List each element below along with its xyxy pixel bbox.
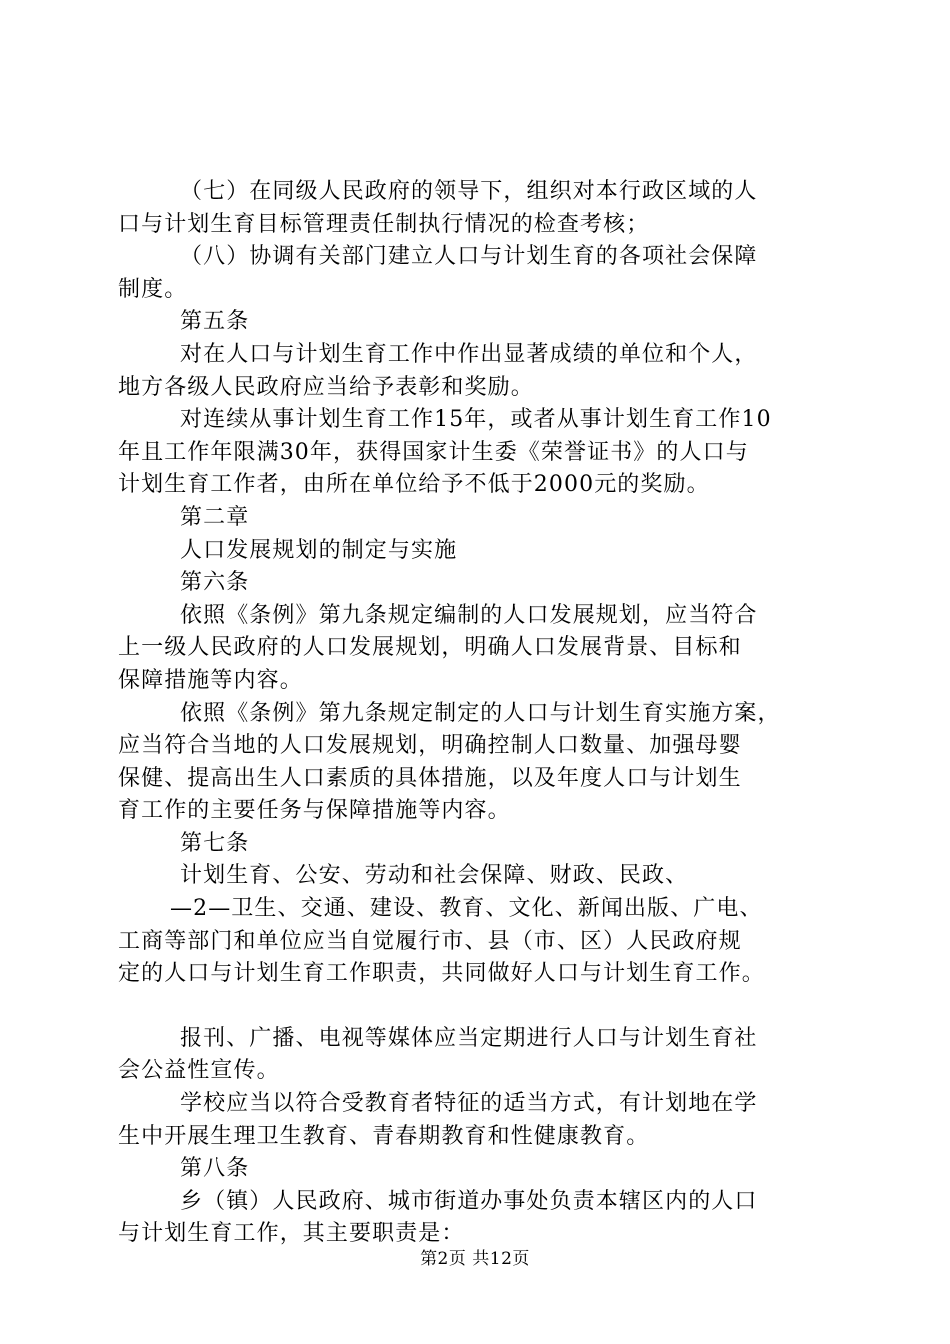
paragraph-line: 保健、提高出生人口素质的具体措施，以及年度人口与计划生 xyxy=(118,765,742,791)
article-heading: 第五条 xyxy=(180,309,250,335)
paragraph-line: 对连续从事计划生育工作15年，或者从事计划生育工作10 xyxy=(180,407,772,433)
paragraph-line: 育工作的主要任务与保障措施等内容。 xyxy=(118,798,511,824)
paragraph-line: 会公益性宣传。 xyxy=(118,1058,280,1084)
paragraph-line: 定的人口与计划生育工作职责，共同做好人口与计划生育工作。 xyxy=(118,961,765,987)
paragraph-line: 生中开展生理卫生教育、青春期教育和性健康教育。 xyxy=(118,1123,650,1149)
article-heading: 第六条 xyxy=(180,570,250,596)
paragraph-line: 报刊、广播、电视等媒体应当定期进行人口与计划生育社 xyxy=(180,1025,758,1051)
paragraph-line: 工商等部门和单位应当自觉履行市、县（市、区）人民政府规 xyxy=(118,928,742,954)
paragraph-line: 依照《条例》第九条规定编制的人口发展规划，应当符合 xyxy=(180,602,758,628)
paragraph-line: （八）协调有关部门建立人口与计划生育的各项社会保障 xyxy=(180,244,758,270)
chapter-title: 人口发展规划的制定与实施 xyxy=(180,537,458,563)
paragraph-line: 应当符合当地的人口发展规划，明确控制人口数量、加强母婴 xyxy=(118,733,742,759)
article-heading: 第七条 xyxy=(180,830,250,856)
paragraph-line: 依照《条例》第九条规定制定的人口与计划生育实施方案， xyxy=(180,700,781,726)
paragraph-line: 计划生育、公安、劳动和社会保障、财政、民政、 xyxy=(180,863,689,889)
paragraph-line: 地方各级人民政府应当给予表彰和奖励。 xyxy=(118,374,534,400)
document-body xyxy=(118,176,858,1251)
paragraph-line: 年且工作年限满30年，获得国家计生委《荣誉证书》的人口与 xyxy=(118,439,749,465)
paragraph-line: 计划生育工作者，由所在单位给予不低于2000元的奖励。 xyxy=(118,472,710,498)
paragraph-line: 对在人口与计划生育工作中作出显著成绩的单位和个人， xyxy=(180,341,758,367)
paragraph-gap xyxy=(118,991,858,1023)
paragraph-line: 口与计划生育目标管理责任制执行情况的检查考核； xyxy=(118,211,650,237)
paragraph-line: 学校应当以符合受教育者特征的适当方式，有计划地在学 xyxy=(180,1091,758,1117)
paragraph-line: 与计划生育工作，其主要职责是： xyxy=(118,1221,465,1247)
paragraph-line: 制度。 xyxy=(118,276,188,302)
paragraph-line: —2—卫生、交通、建设、教育、文化、新闻出版、广电、 xyxy=(170,896,763,922)
article-heading: 第八条 xyxy=(180,1156,250,1182)
paragraph-line: （七）在同级人民政府的领导下，组织对本行政区域的人 xyxy=(180,179,758,204)
paragraph-line: 乡（镇）人民政府、城市街道办事处负责本辖区内的人口 xyxy=(180,1188,758,1214)
paragraph-line: 上一级人民政府的人口发展规划，明确人口发展背景、目标和 xyxy=(118,635,742,661)
page-number-footer: 第2页 共12页 xyxy=(420,1249,530,1269)
paragraph-line: 保障措施等内容。 xyxy=(118,667,303,693)
chapter-heading: 第二章 xyxy=(180,504,250,530)
